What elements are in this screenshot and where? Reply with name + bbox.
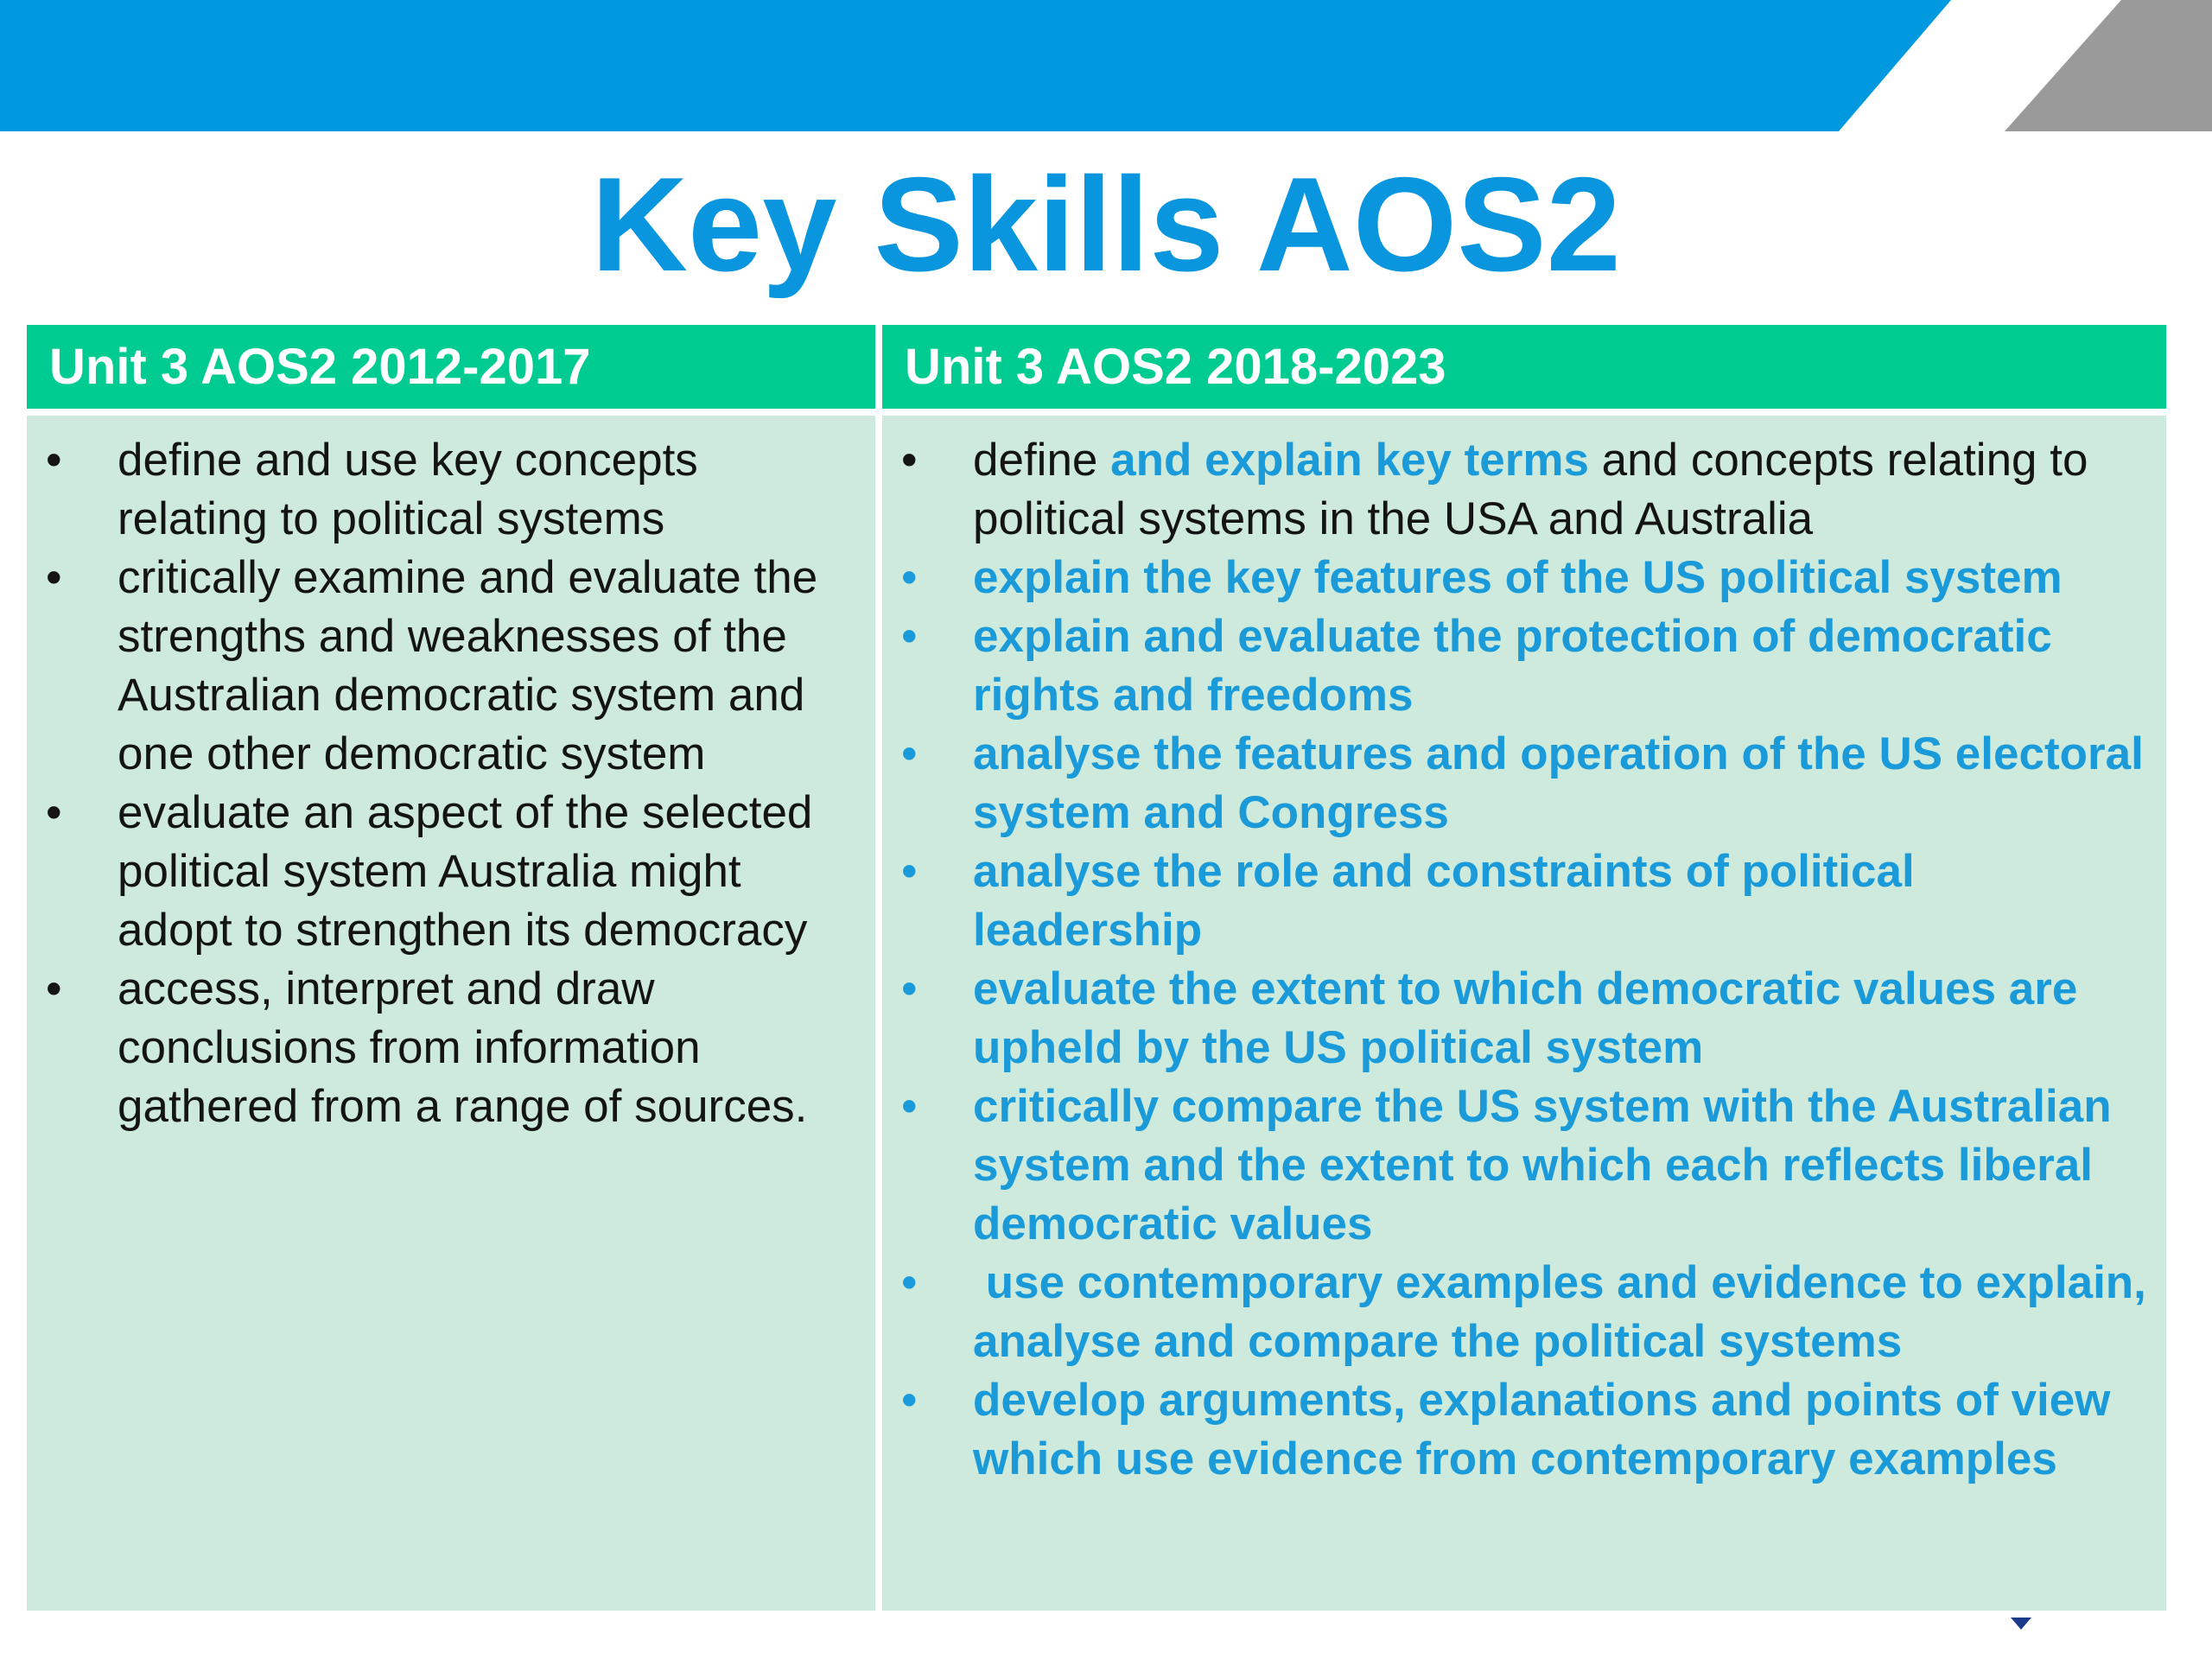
list-item-text: analyse the features and operation of the US electoral system and Congress	[973, 728, 2144, 838]
list-item-text: critically examine and evaluate the strengths and weaknesses of the Australian democratic system and one other democratic system	[118, 552, 818, 779]
list-item	[882, 725, 2166, 842]
column-header-2012-2017: Unit 3 AOS2 2012-2017	[27, 325, 875, 409]
top-banner-bar	[0, 0, 2212, 131]
bullet-icon: •	[901, 435, 918, 486]
list-item-text: explain and evaluate the protection of democratic rights and freedoms	[973, 611, 2052, 721]
list-item-text-part: and concepts relating to political systems in the USA and Australia	[973, 435, 2088, 544]
list-item-text: evaluate the extent to which democratic values are upheld by the US political system	[973, 963, 2078, 1073]
list-item-text: critically compare the US system with the Australian system and the extent to which each reflects liberal democratic values	[973, 1081, 2112, 1249]
bullet-icon: •	[901, 963, 918, 1014]
column-body-2018-2023	[882, 416, 2166, 1611]
bullet-icon: •	[901, 611, 918, 662]
list-item	[27, 960, 875, 1136]
slide-title: Key Skills AOS2	[591, 149, 1621, 299]
list-item-text: analyse the role and constraints of political leadership	[973, 846, 1915, 956]
column-body-2012-2017	[27, 416, 875, 1611]
column-header-2018-2023: Unit 3 AOS2 2018-2023	[882, 325, 2166, 409]
list-item	[27, 431, 875, 549]
list-item	[27, 549, 875, 784]
bullet-icon: •	[901, 1375, 918, 1426]
list-item-text: evaluate an aspect of the selected political system Australia might adopt to strengthen its democracy	[118, 787, 813, 956]
bullet-icon: •	[46, 552, 62, 603]
list-item-text: explain the key features of the US political system	[973, 552, 2063, 603]
list-item-highlight-text: and explain key terms	[1110, 435, 1589, 486]
list-item	[882, 960, 2166, 1077]
bullet-icon: •	[901, 552, 918, 603]
comparison-table	[27, 325, 2166, 1611]
bullet-icon: •	[901, 846, 918, 897]
bullet-icon: •	[901, 1081, 918, 1132]
list-item	[882, 431, 2166, 549]
list-item-text: use contemporary examples and evidence to explain, analyse and compare the political systems	[973, 1257, 2159, 1367]
list-item-text: develop arguments, explanations and points of view which use evidence from contemporary examples	[973, 1375, 2111, 1484]
list-item-text: define and use key concepts relating to political systems	[118, 435, 698, 544]
bullet-icon: •	[901, 1257, 918, 1308]
bullet-icon: •	[901, 728, 918, 779]
list-item	[882, 842, 2166, 960]
list-item	[882, 1254, 2166, 1371]
list-item	[882, 607, 2166, 725]
list-item-text: access, interpret and draw conclusions from information gathered from a range of sources.	[118, 963, 808, 1132]
list-item	[882, 1371, 2166, 1489]
bullet-icon: •	[46, 963, 62, 1014]
footer-triangle-icon	[2009, 1616, 2033, 1631]
list-item	[882, 1077, 2166, 1254]
list-item	[882, 549, 2166, 607]
skills-list-2012-2017	[27, 431, 875, 1136]
column-2012-2017	[27, 325, 875, 1611]
column-2018-2023	[882, 325, 2166, 1611]
skills-list-2018-2023	[882, 431, 2166, 1489]
list-item-text-part: define	[973, 435, 1111, 486]
bullet-icon: •	[46, 787, 62, 838]
list-item	[27, 784, 875, 960]
bullet-icon: •	[46, 435, 62, 486]
